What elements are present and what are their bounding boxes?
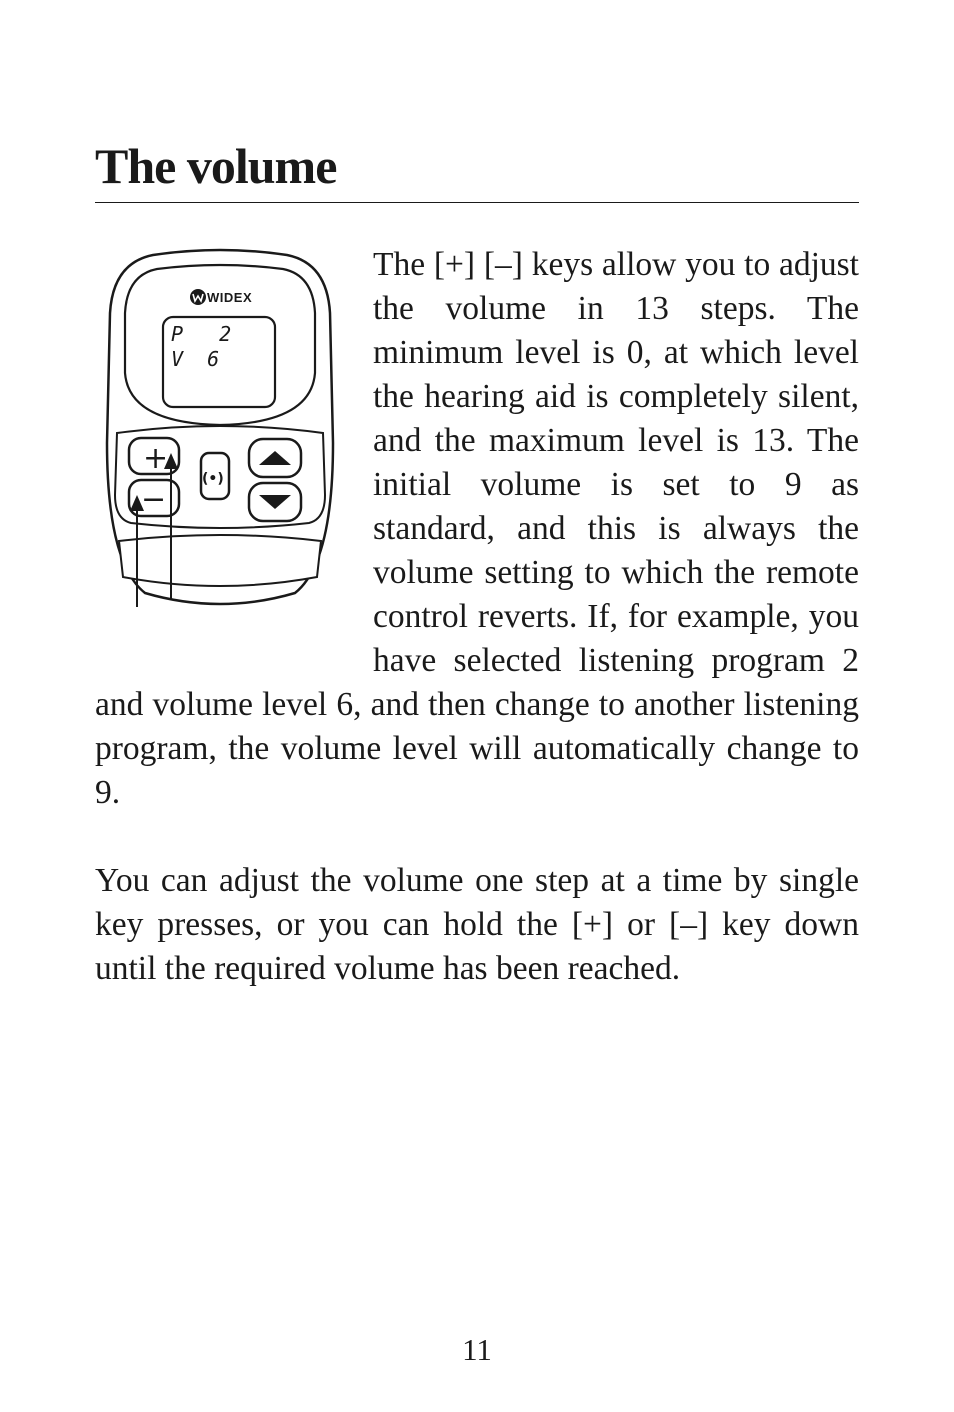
body-text (95, 243, 859, 991)
title-divider (95, 202, 859, 203)
remote-control-drawing (95, 243, 345, 613)
remote-control-illustration (95, 243, 345, 658)
page-title: The volume (95, 138, 337, 194)
page-number: 11 (462, 1332, 492, 1367)
minus-key-label: − (141, 482, 167, 517)
bottom-recess (119, 535, 321, 586)
lcd-program-readout: P 2 (171, 322, 232, 346)
volume-explanation-paragraph: The [+] [–] keys allow you to adjust the volume in 13 steps. The minimum level is 0, at which level the hearing aid is completely silent, and the maximum level is 13. The initial volume is set to 9 as standard, and this is always the volume setting to which the remote control reverts. If, for example, you have selected listening program 2 and volume level 6, and then change to another listening program, the volume level will automatically change to 9. (95, 246, 859, 811)
lcd-volume-readout: V 6 (171, 347, 220, 371)
center-key-label: (•) (202, 471, 224, 487)
brand-logo-text: WIDEX (207, 290, 253, 305)
plus-key-label: + (143, 441, 169, 476)
key-hold-paragraph: You can adjust the volume one step at a time by single key presses, or you can hold the [+] or [–] key down until the required volume has been reached. (95, 862, 859, 987)
